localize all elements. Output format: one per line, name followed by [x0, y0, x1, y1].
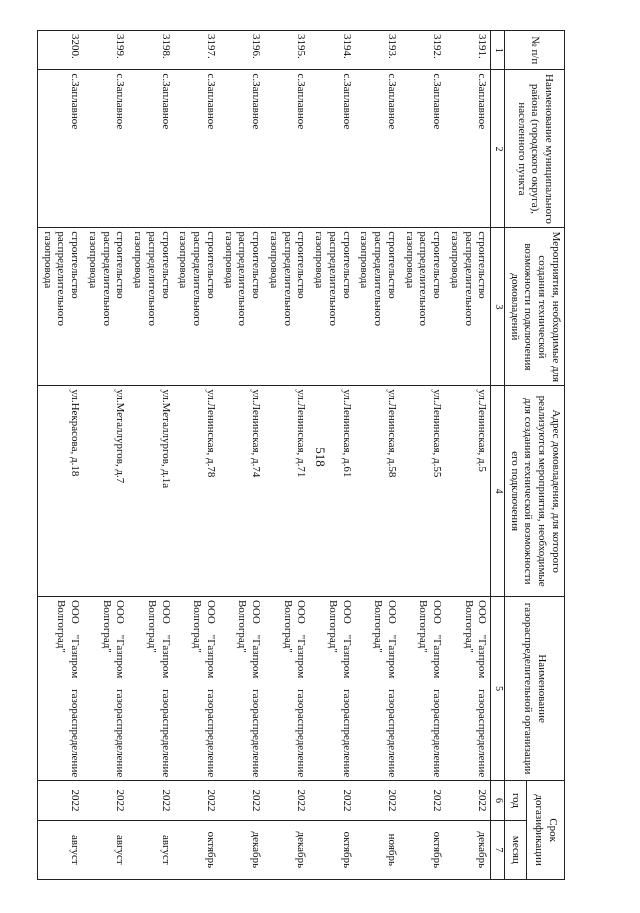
row-month: август — [129, 820, 174, 879]
table-row — [219, 31, 264, 880]
row-org: ООО "Газпром газораспределение Волгоград" — [264, 596, 309, 780]
row-number: 3195. — [264, 31, 309, 70]
row-address: ул.Некрасова, д.18 — [38, 386, 84, 597]
row-location: с.Заплавное — [219, 70, 264, 228]
row-month: декабрь — [264, 820, 309, 879]
row-org: ООО "Газпром газораспределение Волгоград" — [129, 596, 174, 780]
row-month: октябрь — [310, 820, 355, 879]
row-activity: строительство распределительного газопровода — [174, 228, 219, 386]
column-number: 5 — [491, 596, 505, 780]
column-number: 3 — [491, 228, 505, 386]
row-year: 2022 — [310, 781, 355, 820]
row-number: 3198. — [129, 31, 174, 70]
row-number: 3193. — [355, 31, 400, 70]
row-address: ул.Металлургов, д.1а — [129, 386, 174, 597]
row-address: ул.Металлургов, д.7 — [83, 386, 128, 597]
row-activity: строительство распределительного газопровода — [400, 228, 445, 386]
row-year: 2022 — [400, 781, 445, 820]
row-activity: строительство распределительного газопровода — [129, 228, 174, 386]
table-row — [400, 31, 445, 880]
row-activity: строительство распределительного газопровода — [264, 228, 309, 386]
table-row — [174, 31, 219, 880]
row-year: 2022 — [174, 781, 219, 820]
row-activity: строительство распределительного газопровода — [310, 228, 355, 386]
rotated-table-container — [41, 30, 565, 880]
row-address: ул.Ленинская, д.74 — [219, 386, 264, 597]
row-year: 2022 — [219, 781, 264, 820]
row-org: ООО "Газпром газораспределение Волгоград" — [445, 596, 491, 780]
row-year: 2022 — [264, 781, 309, 820]
column-number: 2 — [491, 70, 505, 228]
header-month: месяц — [505, 820, 527, 879]
row-activity: строительство распределительного газопровода — [38, 228, 84, 386]
row-org: ООО "Газпром газораспределение Волгоград" — [310, 596, 355, 780]
row-month: декабрь — [219, 820, 264, 879]
row-location: с.Заплавное — [174, 70, 219, 228]
row-year: 2022 — [38, 781, 84, 820]
header-num: № п/п — [505, 31, 565, 70]
row-month: октябрь — [400, 820, 445, 879]
row-activity: строительство распределительного газопровода — [83, 228, 128, 386]
column-numbers-row — [491, 31, 505, 880]
gasification-table — [37, 30, 565, 880]
header-address: Адрес домовладения, для которого реализуются мероприятия, необходимые для создания технической возможности его подключения — [505, 386, 565, 597]
row-activity: строительство распределительного газопровода — [445, 228, 491, 386]
row-number: 3191. — [445, 31, 491, 70]
row-location: с.Заплавное — [264, 70, 309, 228]
table-body — [38, 31, 492, 880]
row-location: с.Заплавное — [445, 70, 491, 228]
header-activity: Мероприятия, необходимые для создания технической возможности подключения домовладений — [505, 228, 565, 386]
table-row — [355, 31, 400, 880]
row-month: октябрь — [174, 820, 219, 879]
row-org: ООО "Газпром газораспределение Волгоград" — [174, 596, 219, 780]
row-location: с.Заплавное — [129, 70, 174, 228]
table-row — [83, 31, 128, 880]
column-number: 6 — [491, 781, 505, 820]
header-year: год — [505, 781, 527, 820]
row-address: ул.Ленинская, д.71 — [264, 386, 309, 597]
row-number: 3199. — [83, 31, 128, 70]
table-row — [129, 31, 174, 880]
row-number: 3197. — [174, 31, 219, 70]
header-org: Наименование газораспределительной организации — [505, 596, 565, 780]
row-org: ООО "Газпром газораспределение Волгоград" — [83, 596, 128, 780]
row-address: ул.Ленинская, д.58 — [355, 386, 400, 597]
row-number: 3200. — [38, 31, 84, 70]
column-number: 7 — [491, 820, 505, 879]
header-deadline: Срок догазификации — [526, 781, 564, 880]
page-number: 518 — [313, 447, 328, 467]
row-org: ООО "Газпром газораспределение Волгоград" — [38, 596, 84, 780]
row-year: 2022 — [129, 781, 174, 820]
row-address: ул.Ленинская, д.78 — [174, 386, 219, 597]
column-number: 4 — [491, 386, 505, 597]
row-number: 3194. — [310, 31, 355, 70]
row-org: ООО "Газпром газораспределение Волгоград" — [400, 596, 445, 780]
row-org: ООО "Газпром газораспределение Волгоград" — [355, 596, 400, 780]
table-row — [445, 31, 491, 880]
row-number: 3196. — [219, 31, 264, 70]
table-row — [38, 31, 84, 880]
row-activity: строительство распределительного газопровода — [219, 228, 264, 386]
row-location: с.Заплавное — [310, 70, 355, 228]
row-month: декабрь — [445, 820, 491, 879]
row-location: с.Заплавное — [38, 70, 84, 228]
row-activity: строительство распределительного газопровода — [355, 228, 400, 386]
table-row — [264, 31, 309, 880]
row-year: 2022 — [355, 781, 400, 820]
row-year: 2022 — [445, 781, 491, 820]
row-year: 2022 — [83, 781, 128, 820]
row-address: ул.Ленинская, д.55 — [400, 386, 445, 597]
column-number: 1 — [491, 31, 505, 70]
row-month: август — [83, 820, 128, 879]
row-location: с.Заплавное — [400, 70, 445, 228]
row-address: ул.Ленинская, д.61 — [310, 386, 355, 597]
row-address: ул.Ленинская, д.5 — [445, 386, 491, 597]
table-row — [310, 31, 355, 880]
row-month: август — [38, 820, 84, 879]
row-number: 3192. — [400, 31, 445, 70]
row-location: с.Заплавное — [355, 70, 400, 228]
row-location: с.Заплавное — [83, 70, 128, 228]
row-org: ООО "Газпром газораспределение Волгоград" — [219, 596, 264, 780]
header-location: Наименование муниципального района (городского округа), населенного пункта — [505, 70, 565, 228]
row-month: ноябрь — [355, 820, 400, 879]
